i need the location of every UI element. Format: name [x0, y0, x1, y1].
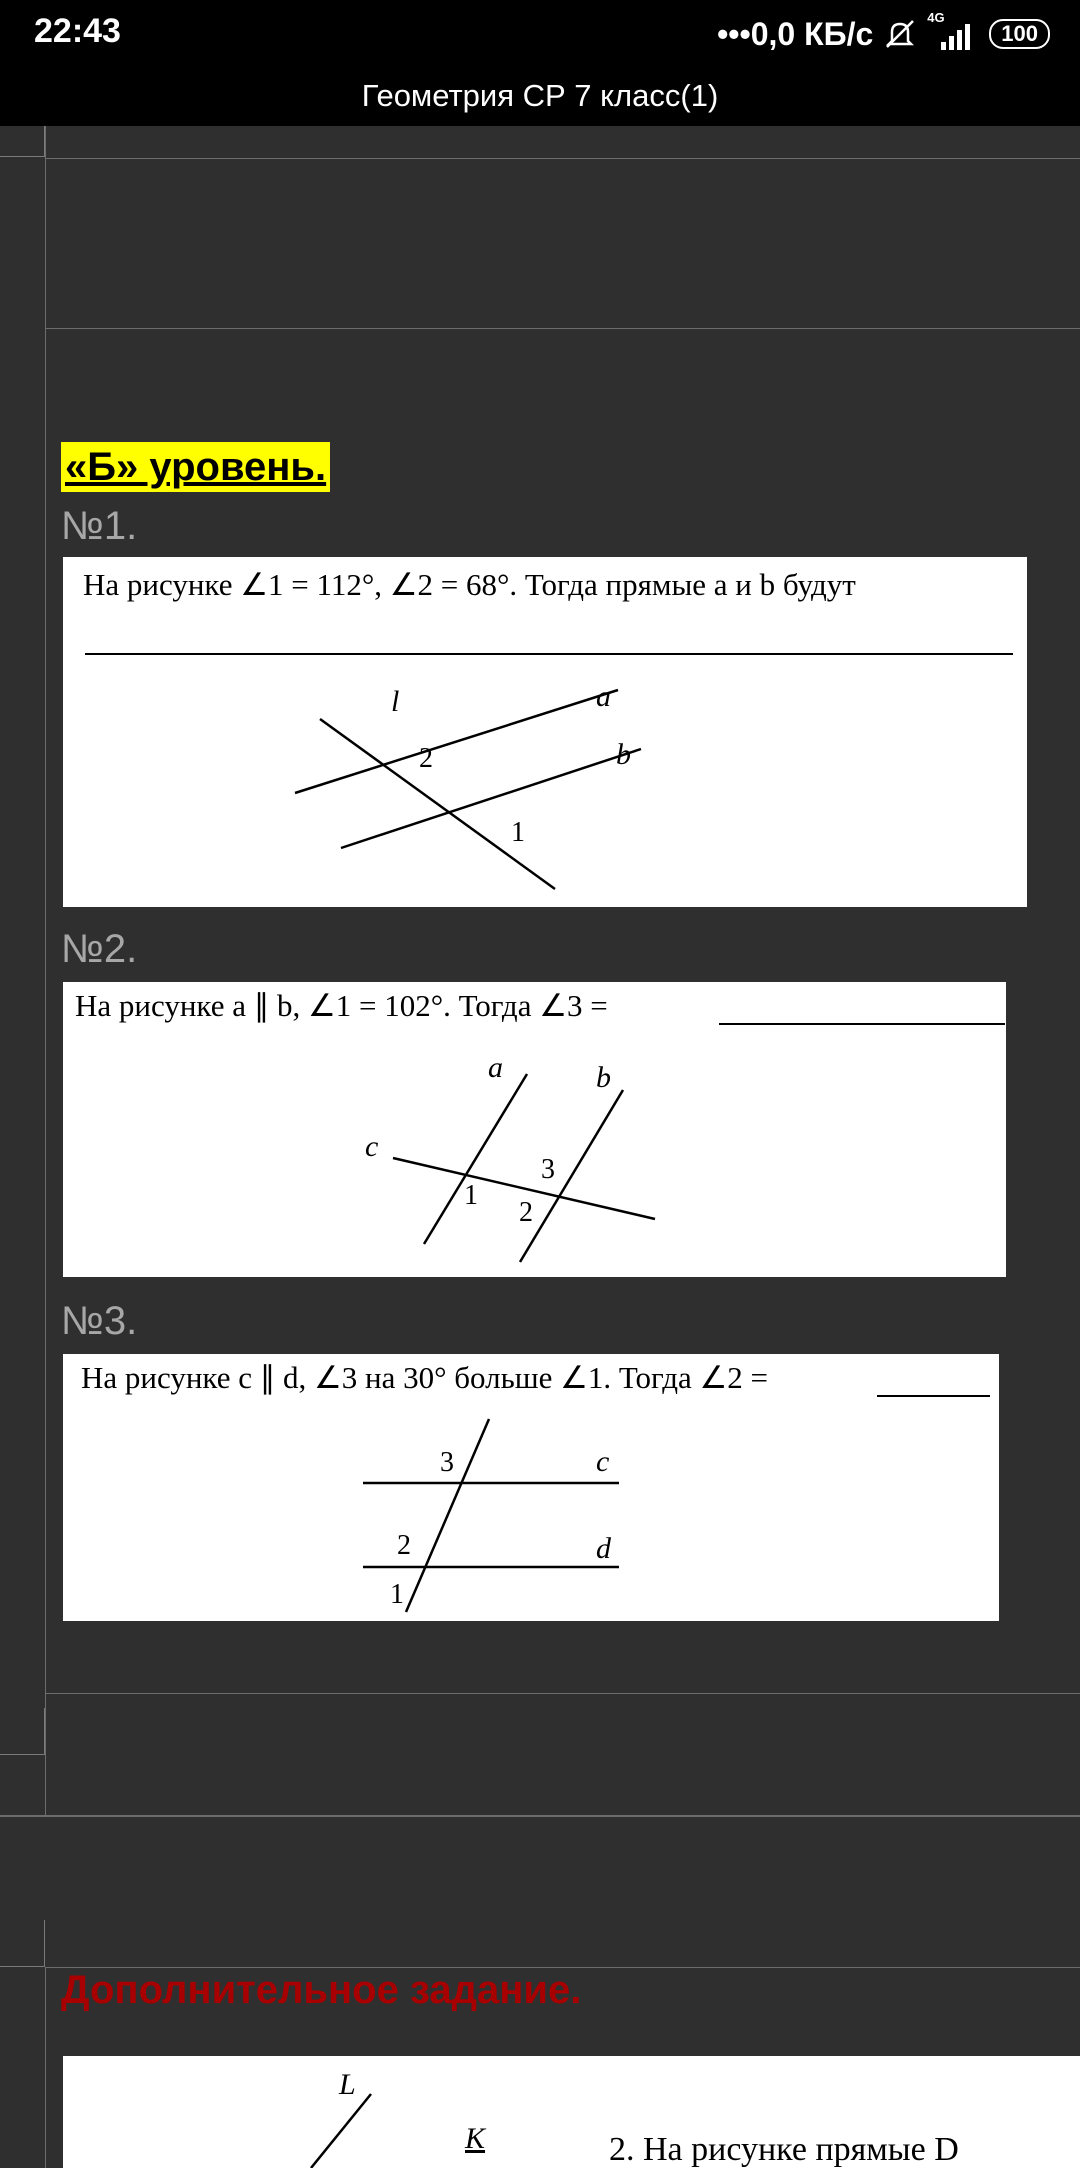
- task-2-image: [63, 982, 1006, 1277]
- level-heading: «Б» уровень.: [61, 442, 330, 492]
- label-L: L: [339, 2068, 356, 2101]
- label-angle-3: 3: [541, 1154, 555, 1185]
- status-time: 22:43: [34, 12, 121, 50]
- battery-level: 100: [1001, 21, 1038, 46]
- label-angle-2: 2: [419, 743, 433, 774]
- extra-task-title: Дополнительное задание.: [61, 1968, 582, 2012]
- document-title: Геометрия СР 7 класс(1): [361, 78, 719, 113]
- network-type: 4G: [927, 10, 945, 25]
- main-page[interactable]: [45, 328, 1080, 1695]
- task-3-figure: [63, 1354, 999, 1621]
- label-angle-1: 1: [464, 1180, 478, 1211]
- task-1-text: На рисунке ∠1 = 112°, ∠2 = 68°. Тогда прямые a и b будут: [83, 567, 856, 602]
- label-c: c: [365, 1130, 379, 1163]
- task-1-image: [63, 557, 1027, 907]
- task-3-image: [63, 1354, 999, 1621]
- label-b: b: [616, 738, 631, 771]
- blank-page: [45, 1693, 1080, 1817]
- label-a: a: [596, 680, 611, 713]
- task-number-2: №2.: [61, 927, 138, 971]
- task-2-figure: [63, 982, 1006, 1277]
- label-angle-2: 2: [397, 1530, 411, 1561]
- label-angle-3: 3: [440, 1447, 454, 1478]
- line-a: [424, 1074, 527, 1244]
- battery-icon: [989, 19, 1050, 49]
- line-b: [520, 1090, 623, 1262]
- label-b: b: [596, 1061, 611, 1094]
- task-number-3: №3.: [61, 1299, 138, 1343]
- label-c: c: [596, 1445, 610, 1478]
- extra-task-page[interactable]: [45, 1967, 1080, 2168]
- status-indicators: [717, 10, 1050, 54]
- label-angle-1: 1: [390, 1579, 404, 1610]
- page-gap-rule: [0, 1815, 1080, 1817]
- status-bar: [0, 0, 1080, 68]
- signal-icon: [927, 10, 979, 52]
- label-angle-2: 2: [519, 1197, 533, 1228]
- task-1-figure: [63, 557, 1027, 907]
- task-3-text: На рисунке c ∥ d, ∠3 на 30° больше ∠1. Тогда ∠2 =: [81, 1360, 768, 1395]
- extra-task-figure: [63, 2056, 1080, 2168]
- line-l: [311, 2094, 371, 2168]
- page-corner-mark: [0, 1920, 45, 1967]
- task-number-1: №1.: [61, 504, 138, 548]
- label-l: l: [391, 685, 400, 718]
- page-corner-mark: [0, 1708, 45, 1755]
- task-2-text: На рисунке a ∥ b, ∠1 = 102°. Тогда ∠3 =: [75, 988, 608, 1023]
- label-K: K: [465, 2122, 486, 2155]
- line-a: [295, 690, 618, 793]
- label-a: a: [488, 1051, 503, 1084]
- extra-task-image: [63, 2056, 1080, 2168]
- blank-page: [45, 158, 1080, 330]
- label-angle-1: 1: [511, 817, 525, 848]
- muted-bell-icon: [883, 17, 917, 51]
- previous-page: [45, 126, 1080, 159]
- label-d: d: [596, 1532, 611, 1565]
- page-corner-mark: [0, 126, 45, 157]
- net-speed: •••0,0 КБ/с: [717, 15, 874, 52]
- line-l: [320, 719, 555, 889]
- extra-task-text: 2. На рисунке прямые D: [609, 2131, 959, 2168]
- document-title-bar: [0, 68, 1080, 126]
